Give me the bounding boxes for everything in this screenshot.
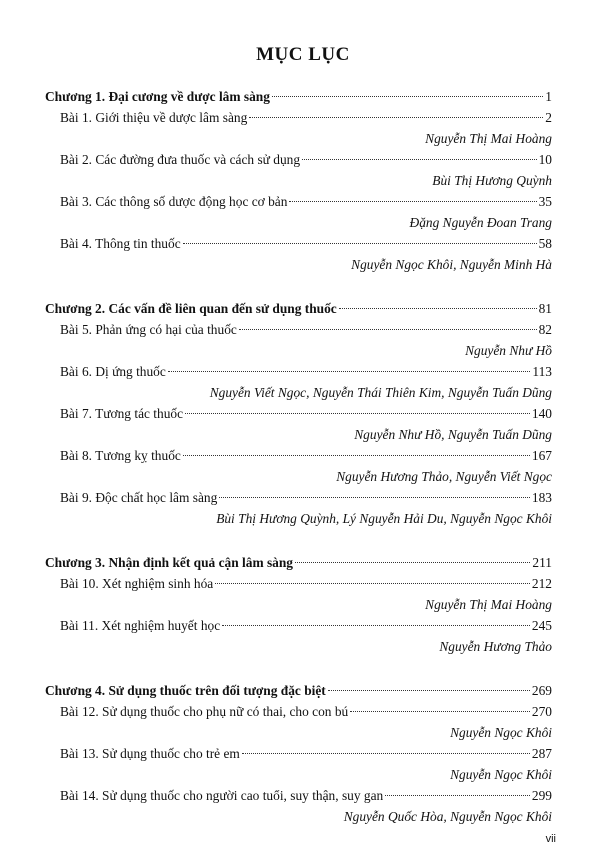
dot-leader bbox=[302, 159, 537, 160]
lesson-title: Bài 9. Độc chất học lâm sàng bbox=[60, 490, 218, 505]
dot-leader bbox=[249, 117, 543, 118]
dot-leader bbox=[219, 497, 530, 498]
page-number: 140 bbox=[531, 406, 552, 421]
lesson-author: Bùi Thị Hương Quỳnh bbox=[432, 173, 552, 188]
lesson-author: Nguyễn Ngọc Khôi bbox=[450, 725, 552, 740]
lesson-title: Bài 2. Các đường đưa thuốc và cách sử dụng bbox=[60, 152, 301, 167]
dot-leader bbox=[183, 455, 530, 456]
lesson-title: Bài 10. Xét nghiệm sinh hóa bbox=[60, 576, 214, 591]
page-number: 82 bbox=[538, 322, 552, 337]
dot-leader bbox=[168, 371, 531, 372]
page-number: 81 bbox=[538, 301, 552, 316]
lesson-title: Bài 4. Thông tin thuốc bbox=[60, 236, 181, 251]
page-number: 113 bbox=[532, 364, 552, 379]
page-number: 211 bbox=[532, 555, 552, 570]
toc-chapter-4[interactable] bbox=[45, 680, 552, 701]
chapter-title: Chương 4. Sử dụng thuốc trên đối tượng đặc biệt bbox=[45, 683, 326, 698]
toc-lesson-6[interactable] bbox=[45, 361, 552, 382]
lesson-author: Nguyễn Như Hồ bbox=[465, 343, 552, 358]
dot-leader bbox=[289, 201, 536, 202]
lesson-author: Nguyễn Như Hồ, Nguyễn Tuấn Dũng bbox=[354, 427, 552, 442]
toc-lesson-8[interactable] bbox=[45, 445, 552, 466]
lesson-author: Nguyễn Hương Thảo bbox=[439, 639, 552, 654]
lesson-author: Bùi Thị Hương Quỳnh, Lý Nguyễn Hải Du, Nguyễn Ngọc Khôi bbox=[216, 511, 552, 526]
page-number: 245 bbox=[531, 618, 552, 633]
toc-lesson-7[interactable] bbox=[45, 403, 552, 424]
toc-lesson-1[interactable] bbox=[45, 107, 552, 128]
page-number: 270 bbox=[531, 704, 552, 719]
page-number: 1 bbox=[545, 89, 552, 104]
dot-leader bbox=[385, 795, 530, 796]
dot-leader bbox=[328, 690, 530, 691]
dot-leader bbox=[295, 562, 530, 563]
lesson-author: Nguyễn Viết Ngọc, Nguyễn Thái Thiên Kim, Nguyễn Tuấn Dũng bbox=[209, 385, 552, 400]
lesson-title: Bài 6. Dị ứng thuốc bbox=[60, 364, 166, 379]
dot-leader bbox=[239, 329, 537, 330]
toc-chapter-3[interactable] bbox=[45, 552, 552, 573]
toc-lesson-14[interactable] bbox=[45, 785, 552, 806]
toc-lesson-2[interactable] bbox=[45, 149, 552, 170]
table-of-contents bbox=[45, 86, 552, 827]
toc-chapter-1[interactable] bbox=[45, 86, 552, 107]
dot-leader bbox=[242, 753, 530, 754]
chapter-gap bbox=[45, 275, 552, 298]
page-title: MỤC LỤC bbox=[256, 44, 350, 65]
page-number: 287 bbox=[531, 746, 552, 761]
chapter-gap bbox=[45, 529, 552, 552]
lesson-title: Bài 3. Các thông số dược động học cơ bản bbox=[60, 194, 288, 209]
toc-lesson-9[interactable] bbox=[45, 487, 552, 508]
page-number: 299 bbox=[531, 788, 552, 803]
lesson-title: Bài 7. Tương tác thuốc bbox=[60, 406, 184, 421]
toc-lesson-3[interactable] bbox=[45, 191, 552, 212]
toc-lesson-11[interactable] bbox=[45, 615, 552, 636]
lesson-title: Bài 14. Sử dụng thuốc cho người cao tuổi, suy thận, suy gan bbox=[60, 788, 384, 803]
dot-leader bbox=[185, 413, 530, 414]
page-number: 212 bbox=[531, 576, 552, 591]
chapter-gap bbox=[45, 657, 552, 680]
dot-leader bbox=[183, 243, 537, 244]
dot-leader bbox=[350, 711, 530, 712]
dot-leader bbox=[272, 96, 543, 97]
toc-lesson-4[interactable] bbox=[45, 233, 552, 254]
lesson-author: Nguyễn Ngọc Khôi bbox=[450, 767, 552, 782]
chapter-title: Chương 3. Nhận định kết quả cận lâm sàng bbox=[45, 555, 294, 570]
toc-lesson-10[interactable] bbox=[45, 573, 552, 594]
lesson-title: Bài 13. Sử dụng thuốc cho trẻ em bbox=[60, 746, 240, 761]
dot-leader bbox=[215, 583, 530, 584]
lesson-title: Bài 1. Giới thiệu về dược lâm sàng bbox=[60, 110, 248, 125]
chapter-title: Chương 1. Đại cương về dược lâm sàng bbox=[45, 89, 270, 104]
lesson-title: Bài 12. Sử dụng thuốc cho phụ nữ có thai, cho con bú bbox=[60, 704, 349, 719]
lesson-author: Đặng Nguyễn Đoan Trang bbox=[409, 215, 552, 230]
lesson-author: Nguyễn Thị Mai Hoàng bbox=[425, 131, 552, 146]
page-number: 269 bbox=[531, 683, 552, 698]
lesson-author: Nguyễn Thị Mai Hoàng bbox=[425, 597, 552, 612]
lesson-author: Nguyễn Hương Thảo, Nguyễn Viết Ngọc bbox=[336, 469, 552, 484]
page-number: 58 bbox=[538, 236, 552, 251]
page-number: 2 bbox=[545, 110, 552, 125]
lesson-author: Nguyễn Quốc Hòa, Nguyễn Ngọc Khôi bbox=[343, 809, 552, 824]
dot-leader bbox=[339, 308, 537, 309]
page-folio: vii bbox=[545, 833, 556, 845]
page-number: 167 bbox=[531, 448, 552, 463]
page-number: 10 bbox=[538, 152, 552, 167]
chapter-title: Chương 2. Các vấn đề liên quan đến sử dụng thuốc bbox=[45, 301, 337, 316]
page-number: 183 bbox=[531, 490, 552, 505]
toc-lesson-13[interactable] bbox=[45, 743, 552, 764]
toc-lesson-12[interactable] bbox=[45, 701, 552, 722]
page-number: 35 bbox=[538, 194, 552, 209]
toc-chapter-2[interactable] bbox=[45, 298, 552, 319]
dot-leader bbox=[222, 625, 530, 626]
lesson-title: Bài 11. Xét nghiệm huyết học bbox=[60, 618, 221, 633]
toc-lesson-5[interactable] bbox=[45, 319, 552, 340]
lesson-title: Bài 8. Tương kỵ thuốc bbox=[60, 448, 181, 463]
lesson-author: Nguyễn Ngọc Khôi, Nguyễn Minh Hà bbox=[351, 257, 552, 272]
lesson-title: Bài 5. Phản ứng có hại của thuốc bbox=[60, 322, 237, 337]
